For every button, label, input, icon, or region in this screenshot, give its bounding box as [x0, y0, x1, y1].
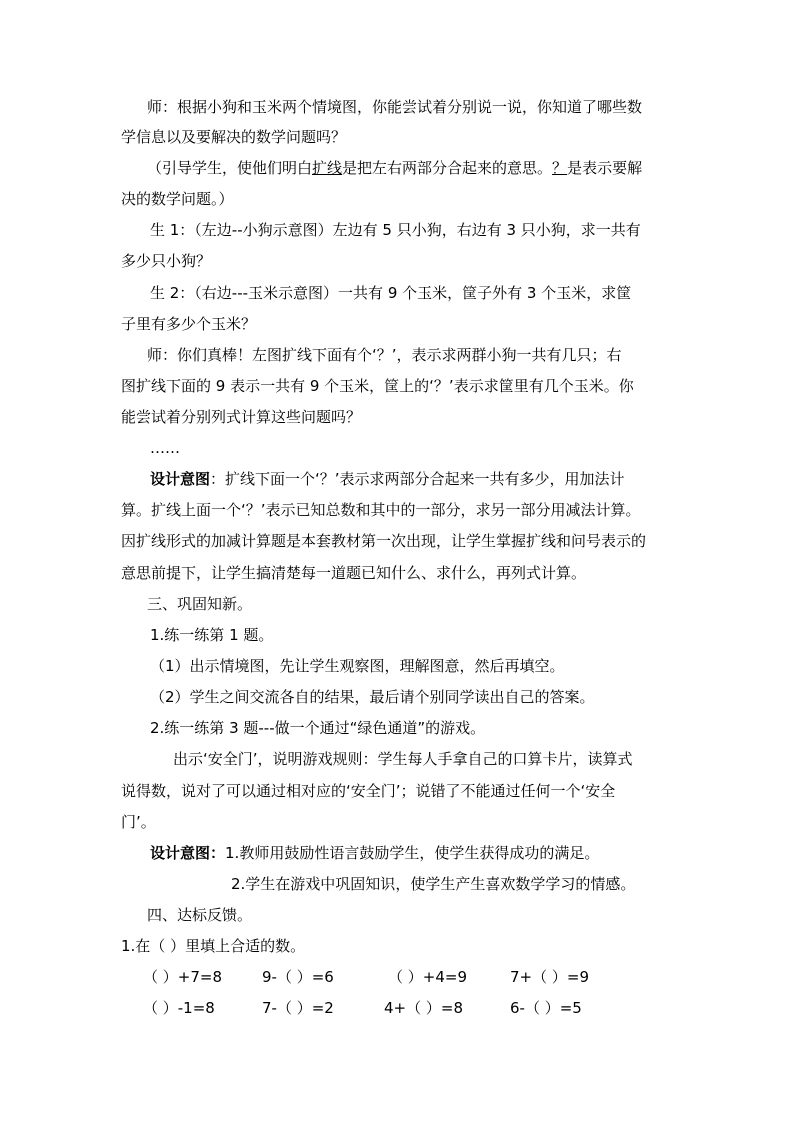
design-intent-2-line-1 [150, 843, 599, 863]
guidance-line-1 [147, 158, 642, 178]
design-intent-1-line-4: 意思前提下，让学生搞清楚每一道题已知什么、求什么，再列式计算。 [121, 564, 587, 582]
exercise-instruction: 1.在（ ）里填上合适的数。 [121, 937, 306, 955]
practice-step-2: （2）学生之间交流各自的结果，最后请个别同学读出自己的答案。 [150, 688, 595, 706]
design-intent-1-line-1 [150, 469, 625, 489]
exercise-2-1: （ ）-1=8 [143, 999, 215, 1017]
student2-line-2: 子里有多少个玉米？ [121, 315, 257, 333]
design-intent-1-line-2: 算。扩线上面一个‘？’表示已知总数和其中的一部分，求另一部分用减法计算。 [121, 501, 641, 519]
design-intent-1-line-3: 因扩线形式的加减计算题是本套教材第一次出现，让学生掌握扩线和问号表示的 [121, 532, 647, 550]
teacher-praise-line-1: 师：你们真棒！左图扩线下面有个‘？’，表示求两群小狗一共有几只；右 [147, 346, 622, 364]
teacher-question-line-1: 师：根据小狗和玉米两个情境图，你能尝试着分别说一说，你知道了哪些数 [147, 98, 643, 116]
guidance-underlined-question: ？ [552, 159, 568, 177]
student1-line-2: 多少只小狗？ [121, 252, 212, 270]
guidance-line-2: 决的数学问题。） [121, 190, 234, 208]
exercise-1-2: 9-（ ）=6 [262, 968, 334, 986]
design-intent-2-line-2: 2.学生在游戏中巩固知识，使学生产生喜欢数学学习的情感。 [231, 875, 636, 893]
exercise-2-4: 6-（ ）=5 [510, 999, 582, 1017]
teacher-praise-line-2: 图扩线下面的 9 表示一共有 9 个玉米，筐上的‘？’表示求筐里有几个玉米。你 [121, 377, 634, 395]
exercise-2-2: 7-（ ）=2 [262, 999, 334, 1017]
guidance-text-e: 是表示要解 [567, 159, 643, 177]
practice-item-2: 2.练一练第 3 题---做一个通过“绿色通道”的游戏。 [150, 719, 486, 737]
guidance-text-a: （引导学生，使他们明白 [147, 159, 313, 177]
section-heading-3: 三、巩固知新。 [147, 595, 253, 613]
student1-line-1: 生 1：（左边--小狗示意图）左边有 5 只小狗，右边有 3 只小狗，求一共有 [150, 221, 641, 239]
design-intent-label: 设计意图 [150, 470, 211, 488]
design-intent-2-text: 1.教师用鼓励性语言鼓励学生，使学生获得成功的满足。 [225, 844, 600, 862]
practice-item-1: 1.练一练第 1 题。 [150, 626, 274, 644]
design-intent-text: ：扩线下面一个‘？’表示求两部分合起来一共有多少，用加法计 [210, 470, 625, 488]
guidance-text-c: 是把左右两部分合起来的意思。 [342, 159, 553, 177]
game-rule-line-1: 出示‘安全门’，说明游戏规则：学生每人手拿自己的口算卡片，读算式 [173, 750, 633, 768]
guidance-underlined-kuoxian: 扩线 [312, 159, 343, 177]
exercise-1-4: 7+（ ）=9 [510, 968, 589, 986]
game-rule-line-2: 说得数，说对了可以通过相对应的‘安全门’；说错了不能通过任何一个‘安全 [121, 782, 616, 800]
exercise-2-3: 4+（ ）=8 [384, 999, 463, 1017]
exercise-1-1: （ ）+7=8 [143, 968, 222, 986]
practice-step-1: （1）出示情境图，先让学生观察图，理解图意，然后再填空。 [150, 657, 565, 675]
exercise-1-3: （ ）+4=9 [388, 968, 467, 986]
student2-line-1: 生 2：（右边---玉米示意图）一共有 9 个玉米，筐子外有 3 个玉米，求筐 [150, 284, 632, 302]
ellipsis-line: …… [150, 439, 180, 457]
teacher-praise-line-3: 能尝试着分别列式计算这些问题吗？ [121, 408, 362, 426]
game-rule-line-3: 门’。 [121, 813, 156, 831]
design-intent-2-label: 设计意图： [150, 844, 226, 862]
section-heading-4: 四、达标反馈。 [147, 906, 253, 924]
teacher-question-line-2: 学信息以及要解决的数学问题吗？ [121, 128, 347, 146]
